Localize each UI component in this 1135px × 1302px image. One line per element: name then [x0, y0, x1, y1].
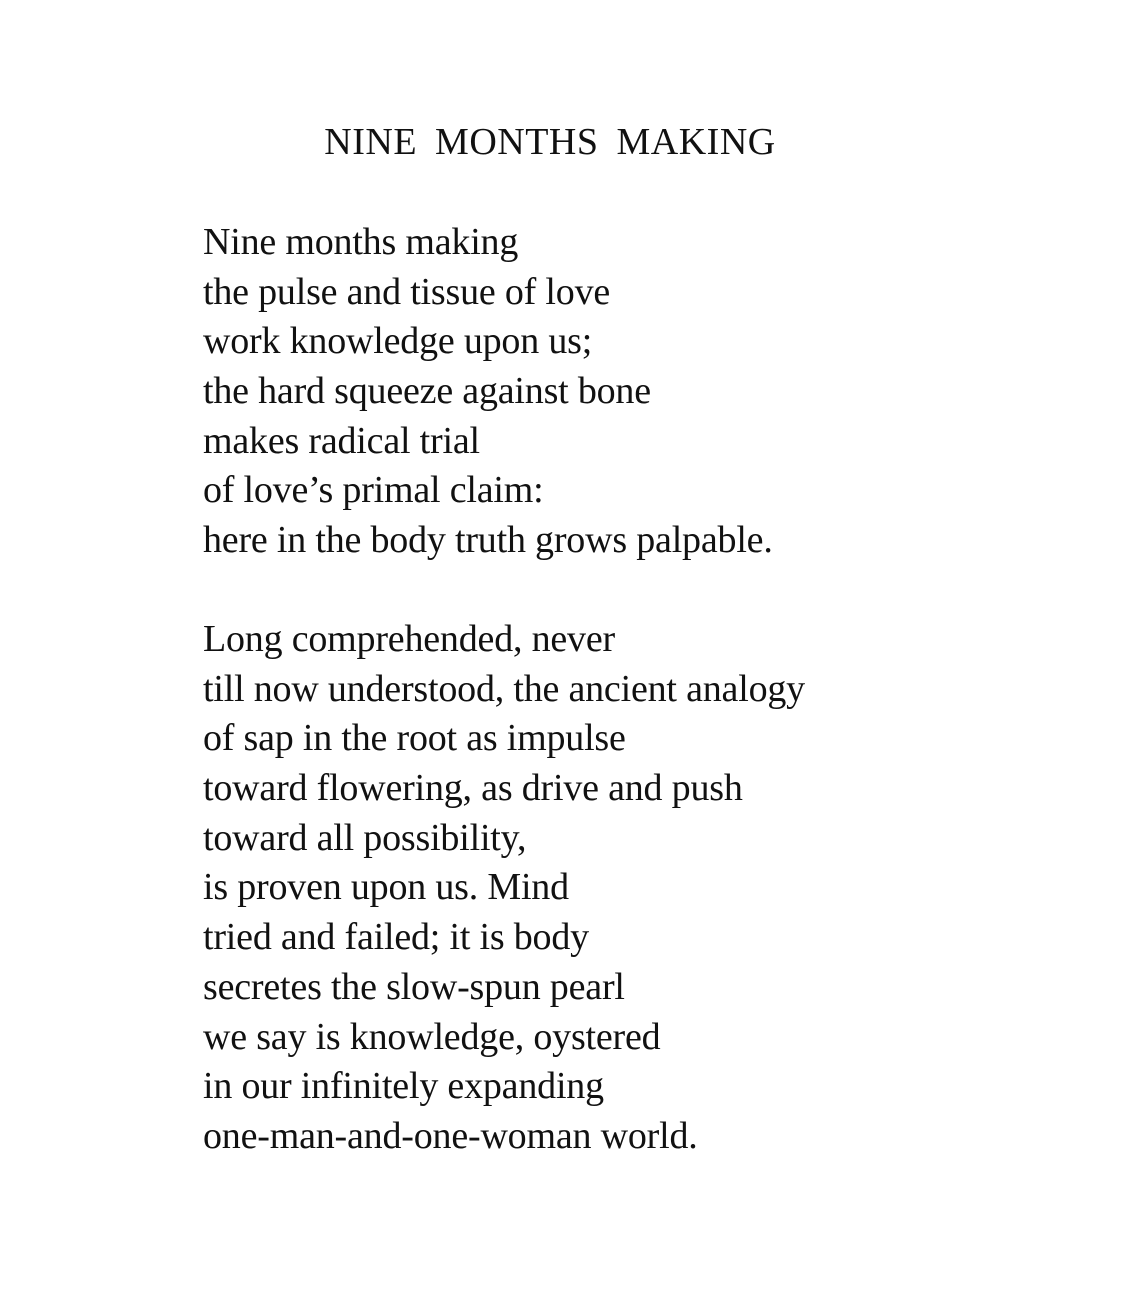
poem-line: in our infinitely expanding — [203, 1065, 604, 1108]
poem-line: makes radical trial — [203, 419, 480, 462]
poem-line: secretes the slow-spun pearl — [203, 965, 625, 1008]
poem-line: one-man-and-one-woman world. — [203, 1114, 698, 1157]
poem-line: work knowledge upon us; — [203, 320, 593, 363]
poem-line: toward all possibility, — [203, 816, 527, 859]
poem-line: tried and failed; it is body — [203, 916, 589, 959]
poem-line: is proven upon us. Mind — [203, 866, 569, 909]
poem-line: here in the body truth grows palpable. — [203, 519, 773, 562]
poem-line: of sap in the root as impulse — [203, 717, 626, 760]
poem-line: the pulse and tissue of love — [203, 270, 611, 313]
poem-line: Nine months making — [203, 221, 519, 263]
poem-line: we say is knowledge, oystered — [203, 1015, 661, 1058]
poem-line: of love’s primal claim: — [203, 469, 544, 512]
poem-stanza-1 — [203, 218, 773, 566]
poem-line: till now understood, the ancient analogy — [203, 667, 805, 710]
poem-line: Long comprehended, never — [203, 618, 615, 660]
poem-line: toward flowering, as drive and push — [203, 767, 743, 810]
poem-stanza-2 — [203, 615, 805, 1162]
poem-title: NINE MONTHS MAKING — [324, 121, 776, 163]
poem-line: the hard squeeze against bone — [203, 370, 651, 413]
